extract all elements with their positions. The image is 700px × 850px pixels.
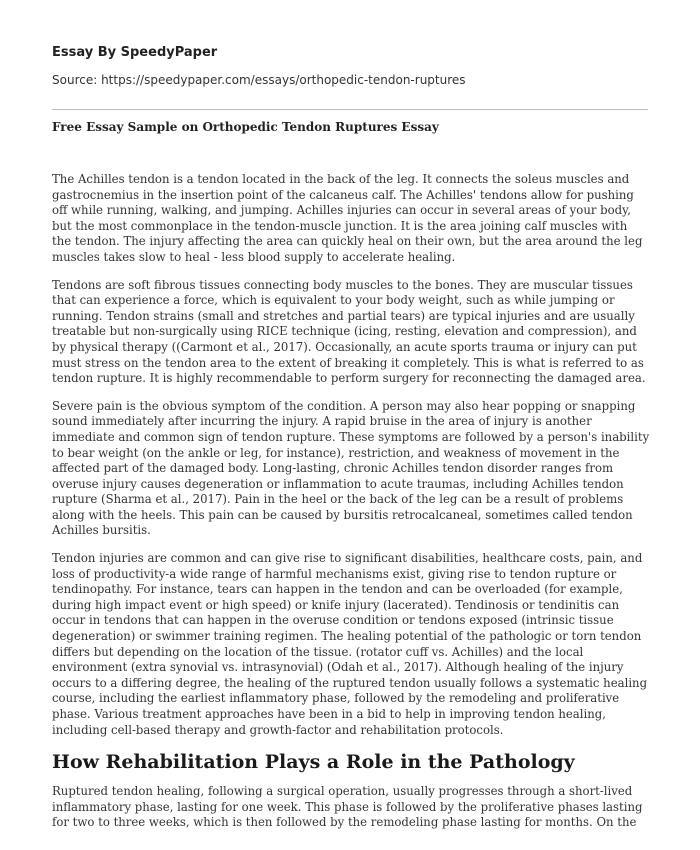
- essay-body: [52, 172, 650, 843]
- header-divider: [52, 109, 648, 110]
- section-paragraph: Ruptured tendon healing, following a surgical operation, usually progresses through a short-lived inflammatory phase, lasting for one week. This phase is followed by the proliferative phases lasting for two to three weeks, which is then followed by the remodeling phase lasting for months. On the: [52, 784, 643, 830]
- essay-title: Free Essay Sample on Orthopedic Tendon Ruptures Essay: [52, 120, 439, 134]
- document-source-url: Source: https://speedypaper.com/essays/orthopedic-tendon-ruptures: [52, 73, 466, 87]
- paragraph-4: Tendon injuries are common and can give rise to significant disabilities, healthcare costs, pain, and loss of productivity-a wide range of harmful mechanisms exist, giving rise to tendon rupture or tendinopathy. For instance, tears can happen in the tendon and can be overloaded (for example, during high impact event or high speed) or knife injury (lacerated). Tendinosis or tendinitis can occur in tendons that can happen in the overuse condition or tendons exposed (intrinsic tissue degeneration) or swimmer training regimen. The healing potential of the pathologic or torn tendon differs but depending on the location of the tissue. (rotator cuff vs. Achilles) and the local environment (extra synovial vs. intrasynovial) (Odah et al., 2017). Although healing of the injury occurs to a differing degree, the healing of the ruptured tendon usually follows a systematic healing course, including the earliest inflammatory phase, followed by the remodeling and proliferative phase. Various treatment approaches have been in a bid to help in improving tendon healing, including cell-based therapy and growth-factor and rehabilitation protocols.: [52, 551, 648, 737]
- paragraph-3: Severe pain is the obvious symptom of the condition. A person may also hear popping or snapping sound immediately after incurring the injury. A rapid bruise in the area of injury is another immediate and common sign of tendon rupture. These symptoms are followed by a person's inability to bear weight (on the ankle or leg, for instance), restriction, and weakness of movement in the affected part of the damaged body. Long-lasting, chronic Achilles tendon disorder ranges from overuse injury causes degeneration or inflammation to acute traumas, including Achilles tendon rupture (Sharma et al., 2017). Pain in the heel or the back of the leg can be a result of problems along with the heels. This pain can be caused by bursitis retrocalcaneal, sometimes called tendon Achilles bursitis.: [52, 398, 650, 538]
- section-heading: How Rehabilitation Plays a Role in the Pathology: [52, 751, 575, 774]
- document-brand: Essay By SpeedyPaper: [52, 45, 218, 60]
- paragraph-1: The Achilles tendon is a tendon located in the back of the leg. It connects the soleus muscles and gastrocnemius in the insertion point of the calcaneus calf. The Achilles' tendons allow for pushing off while running, walking, and jumping. Achilles injuries can occur in several areas of your body, but the most commonplace in the tendon-muscle junction. It is the area joining calf muscles with the tendon. The injury affecting the area can quickly heal on their own, but the area around the leg muscles takes slow to heal - less blood supply to accelerate healing.: [52, 172, 643, 264]
- paragraph-2: Tendons are soft fibrous tissues connecting body muscles to the bones. They are muscular tissues that can experience a force, which is equivalent to your body weight, such as while jumping or running. Tendon strains (small and stretches and partial tears) are typical injuries and are usually treatable but non-surgically using RICE technique (icing, resting, elevation and compression), and by physical therapy ((Carmont et al., 2017). Occasionally, an acute sports trauma or injury can put must stress on the tendon area to the extent of breaking it completely. This is what is referred to as tendon rupture. It is highly recommendable to perform surgery for reconnecting the damaged area.: [52, 277, 646, 386]
